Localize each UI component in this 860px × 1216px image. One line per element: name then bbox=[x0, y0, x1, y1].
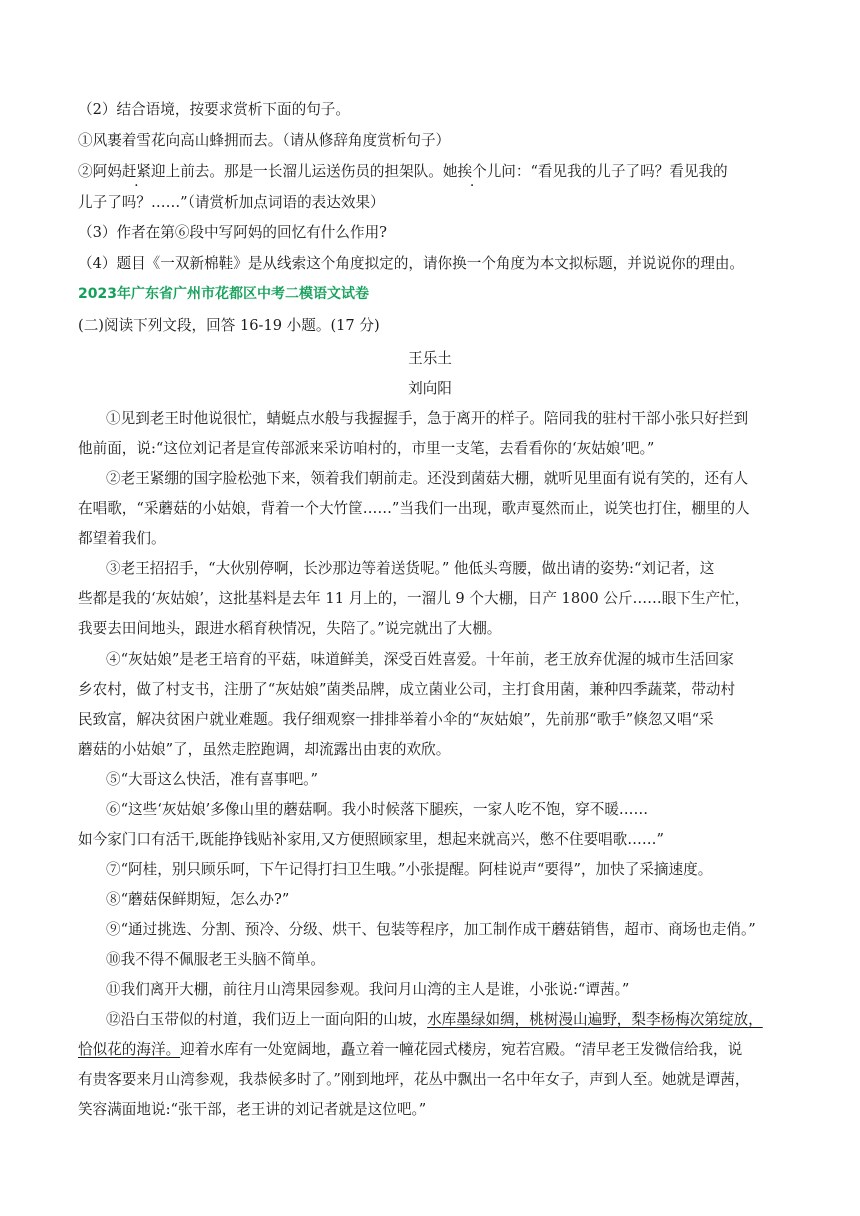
paragraph-10: ⑩我不得不佩服老王头脑不简单。 bbox=[106, 951, 325, 968]
exam-title: 2023年广东省广州市花都区中考二模语文试卷 bbox=[78, 286, 369, 302]
paragraph-11: ⑪我们离开大棚，前往月山湾果园参观。我问月山湾的主人是谁，小张说:“谭茜。” bbox=[106, 981, 630, 998]
paragraph-1-line-1: ①见到老王时他说很忙，蜻蜓点水般与我握握手，急于离开的样子。陪同我的驻村干部小张只好拦到 bbox=[106, 410, 749, 427]
paragraph-4-line-3: 民致富，解决贫困户就业难题。我仔细观察一排排举着小伞的“灰姑娘”，先前那“歌手”倏忽又唱“采 bbox=[78, 711, 714, 728]
dotted-word-ganjin: 赶紧 bbox=[121, 163, 151, 180]
paragraph-6-line-2: 如今家门口有活干,既能挣钱贴补家用,又方便照顾家里，想起来就高兴，憋不住要唱歌……” bbox=[78, 831, 664, 848]
question-2-sentence-2-cont: 儿子了吗？……”（请赏析加点词语的表达效果） bbox=[78, 194, 385, 211]
essay-title: 王乐土 bbox=[408, 350, 452, 367]
paragraph-3-line-2: 些都是我的‘灰姑娘’，这批基料是去年 11 月上的，一溜儿 9 个大棚，日产 1800 公斤……眼下生产忙， bbox=[78, 590, 750, 607]
sentence-2-suffix: 儿问：“看见我的儿子了吗？看见我的 bbox=[486, 163, 728, 180]
paragraph-4-line-1: ④“灰姑娘”是老王培育的平菇，味道鲜美，深受百姓喜爱。十年前，老王放弃优渥的城市生活回家 bbox=[106, 651, 734, 668]
paragraph-9: ⑨“通过挑选、分割、预冷、分级、烘干、包装等程序，加工制作成干蘑菇销售，超市、商场也走俏。” bbox=[106, 921, 756, 938]
question-2-sentence-1: ①风裹着雪花向高山蜂拥而去。（请从修辞角度赏析句子） bbox=[78, 132, 451, 149]
paragraph-12-line-4: 笑容满面地说:“张干部，老王讲的刘记者就是这位吧。” bbox=[78, 1101, 427, 1118]
paragraph-8: ⑧“蘑菇保鲜期短，怎么办?” bbox=[106, 891, 290, 908]
paragraph-7: ⑦“阿桂，别只顾乐呵，下午记得打扫卫生哦。”小张提醒。阿桂说声“要得”，加快了采摘速度。 bbox=[106, 861, 713, 878]
paragraph-12-text-2: 迎着水库有一处宽阔地，矗立着一幢花园式楼房，宛若宫殿。“清早老王发微信给我，说 bbox=[180, 1041, 743, 1058]
essay-author: 刘向阳 bbox=[408, 380, 452, 397]
paragraph-5: ⑤“大哥这么快活，准有喜事吧。” bbox=[106, 771, 318, 788]
paragraph-12-line-1 bbox=[106, 1010, 784, 1030]
paragraph-3-line-1: ③老王招招手，“大伙别停啊，长沙那边等着送货呢。” 他低头弯腰，做出请的姿势:“刘记者，这 bbox=[106, 560, 715, 577]
question-4: （4）题目《一双新棉鞋》是从线索这个角度拟定的，请你换一个角度为本文拟标题，并说说你的理由。 bbox=[78, 255, 745, 272]
underlined-sentence: 水库墨绿如绸，桃树漫山遍野，梨李杨梅次第绽放， bbox=[427, 1011, 763, 1028]
paragraph-4-line-2: 乡农村，做了村支书，注册了“灰姑娘”菌类品牌，成立菌业公司，主打食用菌，兼种四季蔬菜，带动村 bbox=[78, 681, 736, 698]
dotted-word-aige: 挨个 bbox=[457, 163, 487, 180]
question-2-title: （2）结合语境，按要求赏析下面的句子。 bbox=[78, 101, 350, 118]
sentence-2-middle: 迎上前去。那是一长溜儿运送伤员的担架队。她 bbox=[151, 163, 458, 180]
paragraph-3-line-3: 我要去田间地头，跟进水稻育秧情况，失陪了。”说完就出了大棚。 bbox=[78, 620, 502, 637]
question-2-sentence-2 bbox=[78, 162, 784, 182]
paragraph-6-line-1: ⑥“这些‘灰姑娘’多像山里的蘑菇啊。我小时候落下腿疾，一家人吃不饱，穿不暖…… bbox=[106, 801, 649, 818]
paragraph-12-text: ⑫沿白玉带似的村道，我们迈上一面向阳的山坡， bbox=[106, 1011, 428, 1028]
sentence-2-prefix: ②阿妈 bbox=[78, 163, 122, 180]
paragraph-4-line-4: 蘑菇的小姑娘”了，虽然走腔跑调，却流露出由衷的欢欣。 bbox=[78, 741, 451, 758]
reading-intro: (二)阅读下列文段，回答 16-19 小题。(17 分) bbox=[78, 317, 380, 334]
paragraph-12-line-2 bbox=[78, 1040, 784, 1060]
paragraph-1-line-2: 他前面，说:“这位刘记者是宣传部派来采访咱村的，市里一支笔，去看看你的‘灰姑娘’吧。” bbox=[78, 440, 655, 457]
paragraph-2-line-3: 都望着我们。 bbox=[78, 530, 166, 547]
paragraph-2-line-2: 在唱歌，“采蘑菇的小姑娘，背着一个大竹筐……”当我们一出现，歌声戛然而止，说笑也打住，棚里的人 bbox=[78, 500, 750, 517]
underlined-sentence-end: 恰似花的海洋。 bbox=[78, 1041, 181, 1058]
paragraph-2-line-1: ②老王紧绷的国字脸松弛下来，领着我们朝前走。还没到菌菇大棚，就听见里面有说有笑的，还有人 bbox=[106, 470, 749, 487]
paragraph-12-line-3: 有贵客要来月山湾参观，我恭候多时了。”刚到地坪，花丛中飘出一名中年女子，声到人至。她就是谭茜， bbox=[78, 1071, 750, 1088]
question-3: （3）作者在第⑥段中写阿妈的回忆有什么作用? bbox=[78, 224, 387, 241]
